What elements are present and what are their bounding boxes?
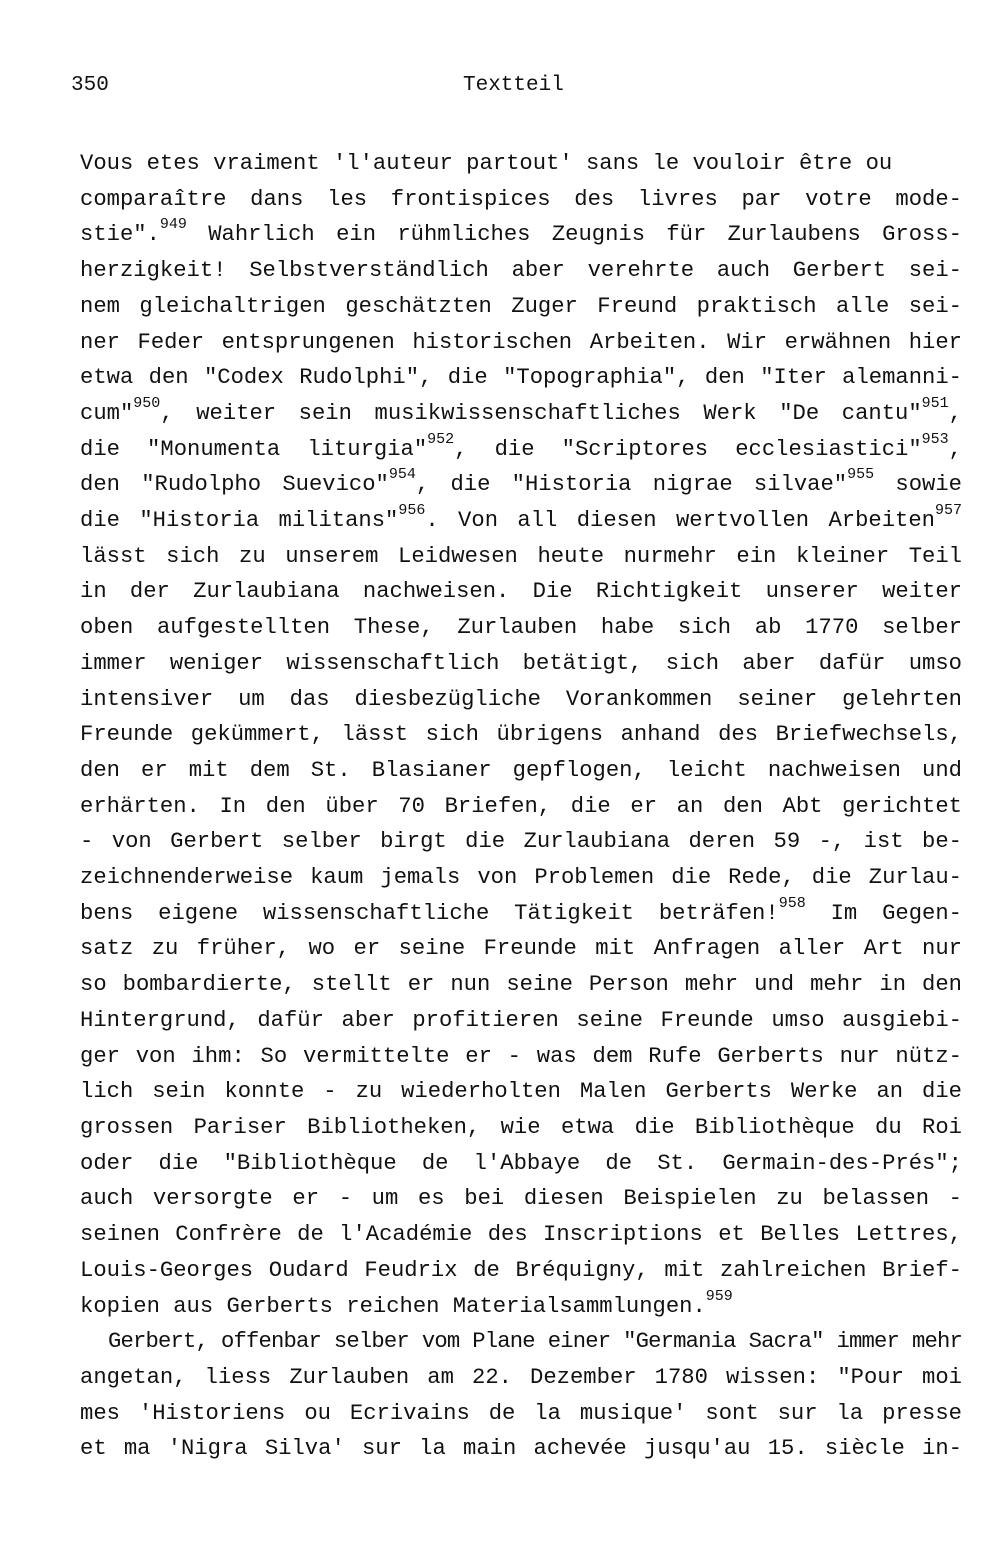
text-line xyxy=(80,1074,962,1110)
text-segment: nem gleichaltrigen geschätzten Zuger Freund praktisch alle sei- xyxy=(80,293,962,319)
text-line xyxy=(80,1217,962,1253)
running-title: Textteil xyxy=(463,74,564,97)
footnote-marker: 953 xyxy=(921,430,949,448)
text-line xyxy=(80,610,962,646)
text-segment: in der Zurlaubiana nachweisen. Die Richtigkeit unserer weiter xyxy=(80,579,962,605)
text-line xyxy=(80,396,962,432)
text-line xyxy=(80,1003,962,1039)
text-line xyxy=(80,574,962,610)
text-segment: mes 'Historiens ou Ecrivains de la musique' sont sur la presse xyxy=(80,1400,962,1426)
page-number: 350 xyxy=(71,74,109,97)
text-segment: grossen Pariser Bibliotheken, wie etwa die Bibliothèque du Roi xyxy=(80,1114,962,1140)
text-segment: angetan, liess Zurlauben am 22. Dezember 1780 wissen: "Pour moi xyxy=(80,1364,962,1390)
text-segment: seinen Confrère de l'Académie des Inscriptions et Belles Lettres, xyxy=(80,1222,962,1248)
text-line xyxy=(80,860,962,896)
text-segment: ner Feder entsprungenen historischen Arbeiten. Wir erwähnen hier xyxy=(80,329,962,355)
text-line xyxy=(80,967,962,1003)
text-segment: auch versorgte er - um es bei diesen Beispielen zu belassen - xyxy=(80,1186,962,1212)
text-segment: lich sein konnte - zu wiederholten Malen Gerberts Werke an die xyxy=(80,1079,962,1105)
text-segment: intensiver um das diesbezügliche Vorankommen seiner gelehrten xyxy=(80,686,962,712)
footnote-marker: 951 xyxy=(921,394,949,412)
text-segment: - von Gerbert selber birgt die Zurlaubiana deren 59 -, ist be- xyxy=(80,829,962,855)
text-segment: oder die "Bibliothèque de l'Abbaye de St. Germain-des-Prés"; xyxy=(80,1150,962,1176)
text-line xyxy=(80,682,962,718)
text-segment: oben aufgestellten These, Zurlauben habe sich ab 1770 selber xyxy=(80,615,962,641)
footnote-marker: 958 xyxy=(778,894,806,912)
footnote-marker: 954 xyxy=(388,466,416,484)
text-segment: , weiter sein musikwissenschaftliches Werk "De cantu" xyxy=(160,400,922,426)
text-segment: den "Rudolpho Suevico" xyxy=(80,472,389,498)
text-line xyxy=(80,1431,962,1467)
footnote-marker: 949 xyxy=(159,216,187,234)
text-segment: herzigkeit! Selbstverständlich aber verehrte auch Gerbert sei- xyxy=(80,258,962,284)
footnote-marker: 955 xyxy=(847,466,875,484)
text-line xyxy=(80,1146,962,1182)
text-line xyxy=(80,646,962,682)
text-segment: die "Historia militans" xyxy=(80,508,399,534)
text-line xyxy=(80,1396,962,1432)
text-segment: Freunde gekümmert, lässt sich übrigens anhand des Briefwechsels, xyxy=(80,722,962,748)
text-line xyxy=(80,1289,962,1325)
text-line xyxy=(80,931,962,967)
page-header xyxy=(0,74,1000,104)
text-segment: cum" xyxy=(80,400,134,426)
footnote-marker: 950 xyxy=(133,394,161,412)
text-segment: Vous etes vraiment 'l'auteur partout' sans le vouloir être ou xyxy=(80,151,893,176)
text-segment: die "Monumenta liturgia" xyxy=(80,436,428,462)
text-segment: lässt sich zu unserem Leidwesen heute nurmehr ein kleiner Teil xyxy=(80,543,962,569)
text-segment: immer weniger wissenschaftlich betätigt, sich aber dafür umso xyxy=(80,650,962,676)
text-segment: etwa den "Codex Rudolphi", die "Topographia", den "Iter alemanni- xyxy=(80,365,962,391)
text-line xyxy=(80,1253,962,1289)
text-segment: Gerbert, offenbar selber vom Plane einer "Germania Sacra" immer mehr xyxy=(108,1329,962,1355)
footnote-marker: 957 xyxy=(934,502,962,520)
text-segment: sowie xyxy=(874,472,962,498)
footnote-marker: 959 xyxy=(705,1287,733,1305)
body-text xyxy=(80,146,962,1467)
text-line xyxy=(80,503,962,539)
text-line xyxy=(80,217,962,253)
text-segment: erhärten. In den über 70 Briefen, die er an den Abt gerichtet xyxy=(80,793,962,819)
text-line xyxy=(80,467,962,503)
text-segment: , die "Scriptores ecclesiastici" xyxy=(454,436,922,462)
text-segment: stie". xyxy=(80,222,160,248)
footnote-marker: 956 xyxy=(398,502,426,520)
text-segment: Im Gegen- xyxy=(805,900,963,926)
text-line xyxy=(80,717,962,753)
text-segment: ger von ihm: So vermittelte er - was dem Rufe Gerberts nur nütz- xyxy=(80,1043,962,1069)
text-segment: , xyxy=(948,400,962,426)
text-segment: so bombardierte, stellt er nun seine Person mehr und mehr in den xyxy=(80,972,962,998)
text-segment: Louis-Georges Oudard Feudrix de Bréquigny, mit zahlreichen Brief- xyxy=(80,1257,962,1283)
text-segment: zeichnenderweise kaum jemals von Problemen die Rede, die Zurlau- xyxy=(80,865,962,891)
text-line xyxy=(80,1324,962,1360)
text-line xyxy=(80,1039,962,1075)
text-segment: den er mit dem St. Blasianer gepflogen, leicht nachweisen und xyxy=(80,757,962,783)
text-line xyxy=(80,360,962,396)
text-line xyxy=(80,1360,962,1396)
text-line xyxy=(80,146,962,182)
text-line xyxy=(80,1110,962,1146)
text-segment: kopien aus Gerberts reichen Materialsammlungen. xyxy=(80,1293,706,1319)
text-line xyxy=(80,753,962,789)
text-line xyxy=(80,539,962,575)
text-segment: et ma 'Nigra Silva' sur la main achevée jusqu'au 15. siècle in- xyxy=(80,1436,962,1462)
text-segment: Wahrlich ein rühmliches Zeugnis für Zurlaubens Gross- xyxy=(186,222,962,248)
text-line xyxy=(80,789,962,825)
text-line xyxy=(80,432,962,468)
text-line xyxy=(80,325,962,361)
footnote-marker: 952 xyxy=(427,430,455,448)
text-segment: Hintergrund, dafür aber profitieren seine Freunde umso ausgiebi- xyxy=(80,1007,962,1033)
text-segment: bens eigene wissenschaftliche Tätigkeit beträfen! xyxy=(80,900,779,926)
text-line xyxy=(80,896,962,932)
text-line xyxy=(80,182,962,218)
text-line xyxy=(80,253,962,289)
text-segment: comparaître dans les frontispices des livres par votre mode- xyxy=(80,186,962,212)
text-line xyxy=(80,289,962,325)
text-line xyxy=(80,1181,962,1217)
text-line xyxy=(80,824,962,860)
text-segment: satz zu früher, wo er seine Freunde mit Anfragen aller Art nur xyxy=(80,936,962,962)
text-segment: . Von all diesen wertvollen Arbeiten xyxy=(425,508,935,534)
text-segment: , die "Historia nigrae silvae" xyxy=(415,472,848,498)
text-segment: , xyxy=(948,436,962,462)
